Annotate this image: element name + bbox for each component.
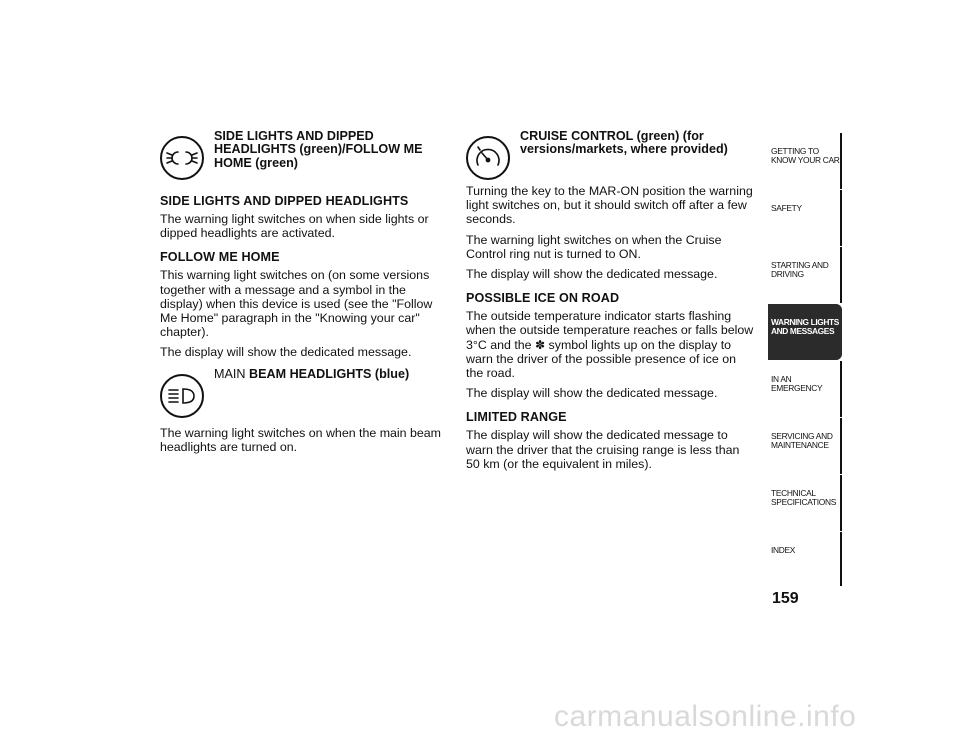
tab-index[interactable]: INDEX xyxy=(768,532,842,586)
cruise-control-title xyxy=(520,128,756,157)
cruise-control-icon xyxy=(466,136,510,180)
follow-me-home-heading: FOLLOW ME HOME xyxy=(160,250,280,265)
ice-on-road-text xyxy=(466,309,756,380)
tab-emergency[interactable]: IN AN EMERGENCY xyxy=(768,361,842,417)
follow-me-home-display: The display will show the dedicated message. xyxy=(160,345,412,360)
right-column xyxy=(466,128,756,477)
side-lights-icon xyxy=(160,136,204,180)
cruise-control-title-normal: (for versions/markets, where provided) xyxy=(520,129,728,157)
main-beam-title-main: BEAM HEADLIGHTS (blue) xyxy=(248,366,410,381)
side-lights-text: The warning light switches on when side lights or dipped headlights are activated. xyxy=(160,212,429,241)
tab-servicing[interactable]: SERVICING AND MAINTENANCE xyxy=(768,418,842,474)
left-column xyxy=(160,128,450,460)
watermark: carmanualsonline.info xyxy=(554,700,857,733)
tab-getting-to-know[interactable]: GETTING TO KNOW YOUR CAR xyxy=(768,133,842,189)
cruise-control-entry xyxy=(466,128,756,184)
tab-starting-driving[interactable]: STARTING AND DRIVING xyxy=(768,247,842,303)
cruise-control-title-bold: CRUISE CONTROL (green) xyxy=(520,129,680,143)
ice-on-road-text-b: symbol lights up on the display to warn the driver of the possible presence of ice on the road. xyxy=(466,337,736,381)
tab-safety[interactable]: SAFETY xyxy=(768,190,842,246)
page-number: 159 xyxy=(772,590,799,607)
cruise-control-text-3: The display will show the dedicated message. xyxy=(466,267,718,282)
cruise-control-text-1: Turning the key to the MAR-ON position the warning light switches on, but it should switch off after a few seconds. xyxy=(466,184,753,227)
follow-me-home-text: This warning light switches on (on some versions together with a message and a symbol in the display) when this device is used (see the "Follow Me Home" paragraph in the "Knowing your car" chapter). xyxy=(160,268,433,340)
main-beam-icon xyxy=(160,374,204,418)
ice-on-road-heading: POSSIBLE ICE ON ROAD xyxy=(466,291,620,306)
tab-warning-lights[interactable]: WARNING LIGHTS AND MESSAGES xyxy=(768,304,842,360)
side-lights-entry xyxy=(160,128,450,184)
limited-range-text: The display will show the dedicated message to warn the driver that the cruising range is less than 50 km (or the equivalent in miles). xyxy=(466,428,740,471)
ice-on-road-text-a: The outside temperature indicator starts flashing when the outside temperature reaches or falls below 3°C and the xyxy=(466,309,754,352)
limited-range-heading: LIMITED RANGE xyxy=(466,410,567,425)
side-lights-title: SIDE LIGHTS AND DIPPED HEADLIGHTS (green)/FOLLOW ME HOME (green) xyxy=(214,129,423,170)
main-beam-title xyxy=(214,366,450,381)
ice-on-road-display: The display will show the dedicated message. xyxy=(466,386,718,401)
chapter-sidebar xyxy=(768,133,842,586)
main-beam-text: The warning light switches on when the main beam headlights are turned on. xyxy=(160,425,442,454)
cruise-control-text-2: The warning light switches on when the Cruise Control ring nut is turned to ON. xyxy=(466,232,722,261)
main-beam-entry xyxy=(160,366,450,422)
snowflake-icon: ✽ xyxy=(535,337,546,352)
side-lights-heading: SIDE LIGHTS AND DIPPED HEADLIGHTS xyxy=(160,194,409,208)
tab-technical[interactable]: TECHNICAL SPECIFICATIONS xyxy=(768,475,842,531)
main-beam-title-prefix: MAIN xyxy=(214,366,246,381)
